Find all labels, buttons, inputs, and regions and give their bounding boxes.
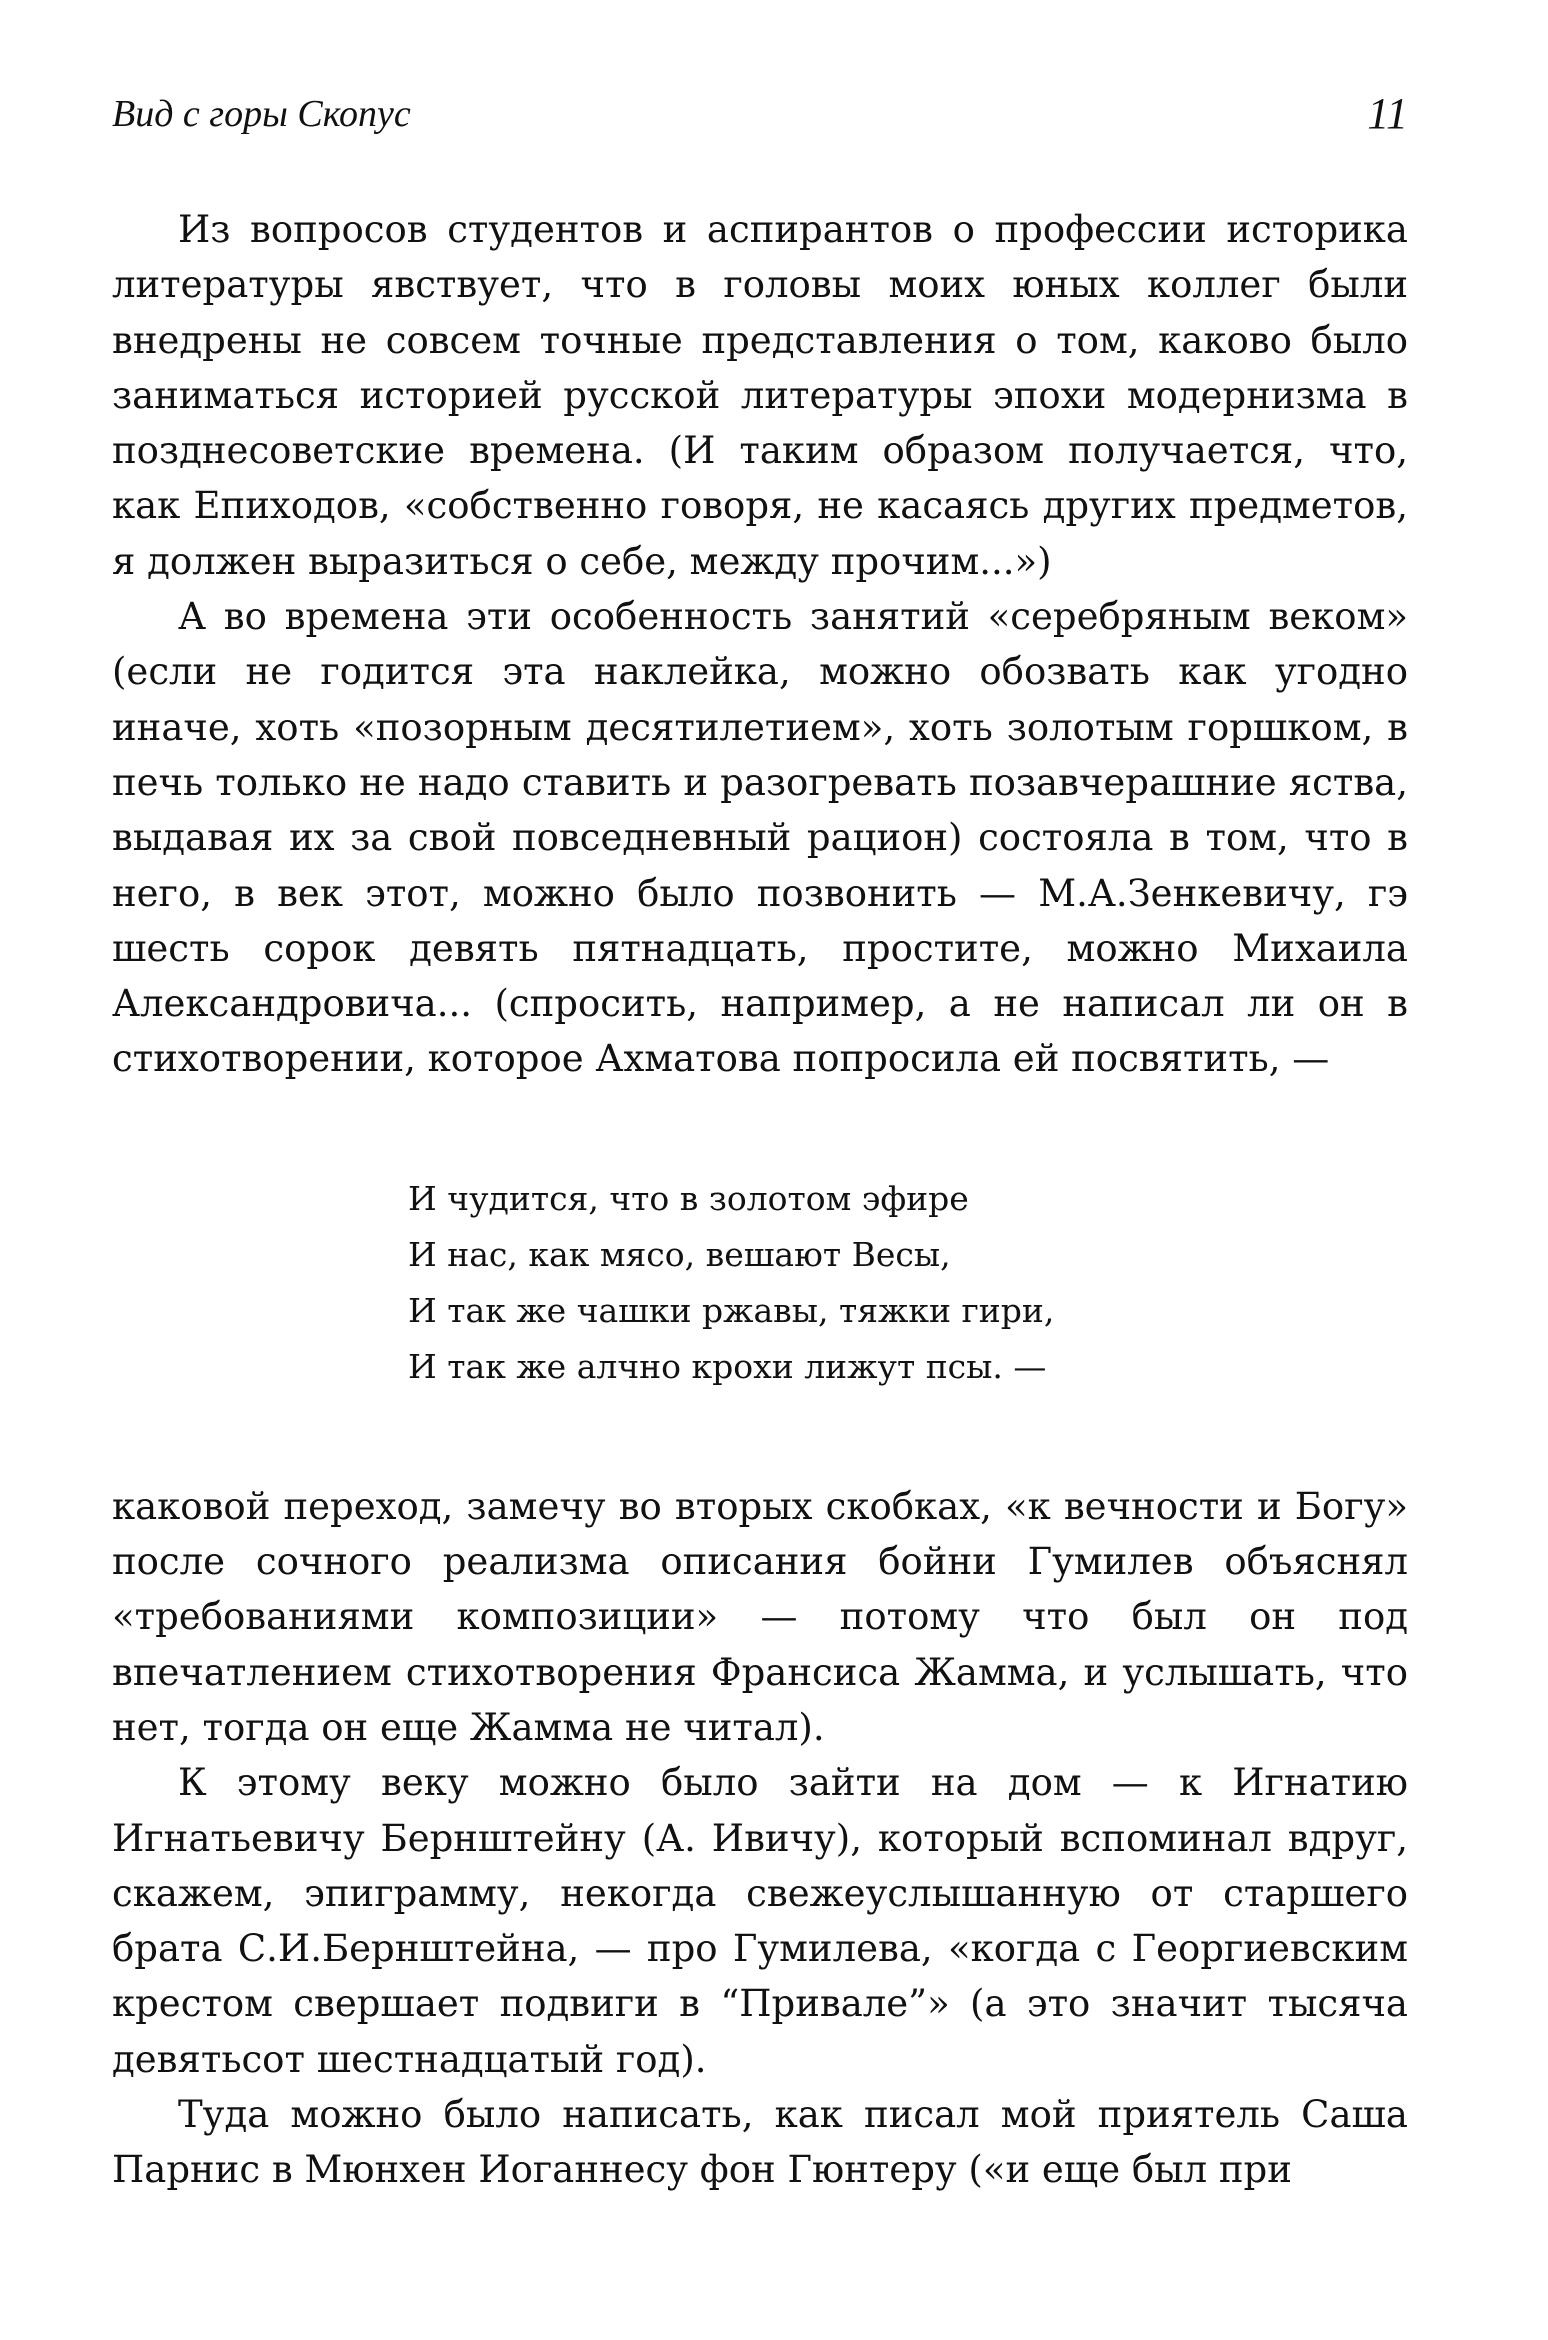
paragraph-4: К этому веку можно было зайти на дом — к Игнатию Игнатьевичу Бернштейну (А. Ивичу), который вспоминал вдруг, скажем, эпиграмму, некогда свежеуслышанную от старшего брата С.И.Бернштейна, — про Гумилева, «когда с Георгиевским крестом свершает подвиги в “Привале”» (а это значит тысяча девятьсот шестнадцатый год).	[112, 1761, 1408, 2081]
verse-line-2: И нас, как мясо, вешают Весы,	[408, 1234, 951, 1274]
paragraph-3: каковой переход, замечу во вторых скобках, «к вечности и Богу» после сочного реализма описания бойни Гумилев объяснял «требованиями композиции» — потому что был он под впечатлением стихотворения Франсиса Жамма, и услышать, что нет, тогда он еще Жамма не читал).	[112, 1484, 1408, 1749]
verse-line-3: И так же чашки ржавы, тяжки гири,	[408, 1290, 1055, 1330]
verse-quote	[408, 1171, 1408, 1395]
verse-line-4: И так же алчно крохи лижут псы. —	[408, 1346, 1047, 1386]
body-text	[112, 202, 1408, 2198]
verse-line-1: И чудится, что в золотом эфире	[408, 1178, 969, 1218]
page-number: 11	[1367, 89, 1408, 138]
paragraph-2: А во времена эти особенность занятий «серебряным веком» (если не годится эта наклейка, можно обозвать как угодно иначе, хоть «позорным десятилетием», хоть золотым горшком, в печь только не надо ставить и разогревать позавчерашние яства, выдавая их за свой повседневный рацион) состояла в том, что в него, в век этот, можно было позвонить — М.А.Зенкевичу, гэ шесть сорок девять пятнадцать, простите, можно Михаила Александровича... (спросить, например, а не написал ли он в стихотворении, которое Ахматова попросила ей посвятить, —	[112, 595, 1408, 1081]
paragraph-5: Туда можно было написать, как писал мой приятель Саша Парнис в Мюнхен Иоганнесу фон Гюнтеру («и еще был при	[112, 2093, 1408, 2192]
book-page	[112, 0, 1408, 2340]
paragraph-1: Из вопросов студентов и аспирантов о профессии историка литературы явствует, что в головы моих юных коллег были внедрены не совсем точные представления о том, каково было заниматься историей русской литературы эпохи модернизма в позднесоветские времена. (И таким образом получается, что, как Епиходов, «собственно говоря, не касаясь других предметов, я должен выразиться о себе, между прочим...»)	[112, 208, 1408, 583]
running-title: Вид с горы Скопус	[112, 93, 411, 135]
